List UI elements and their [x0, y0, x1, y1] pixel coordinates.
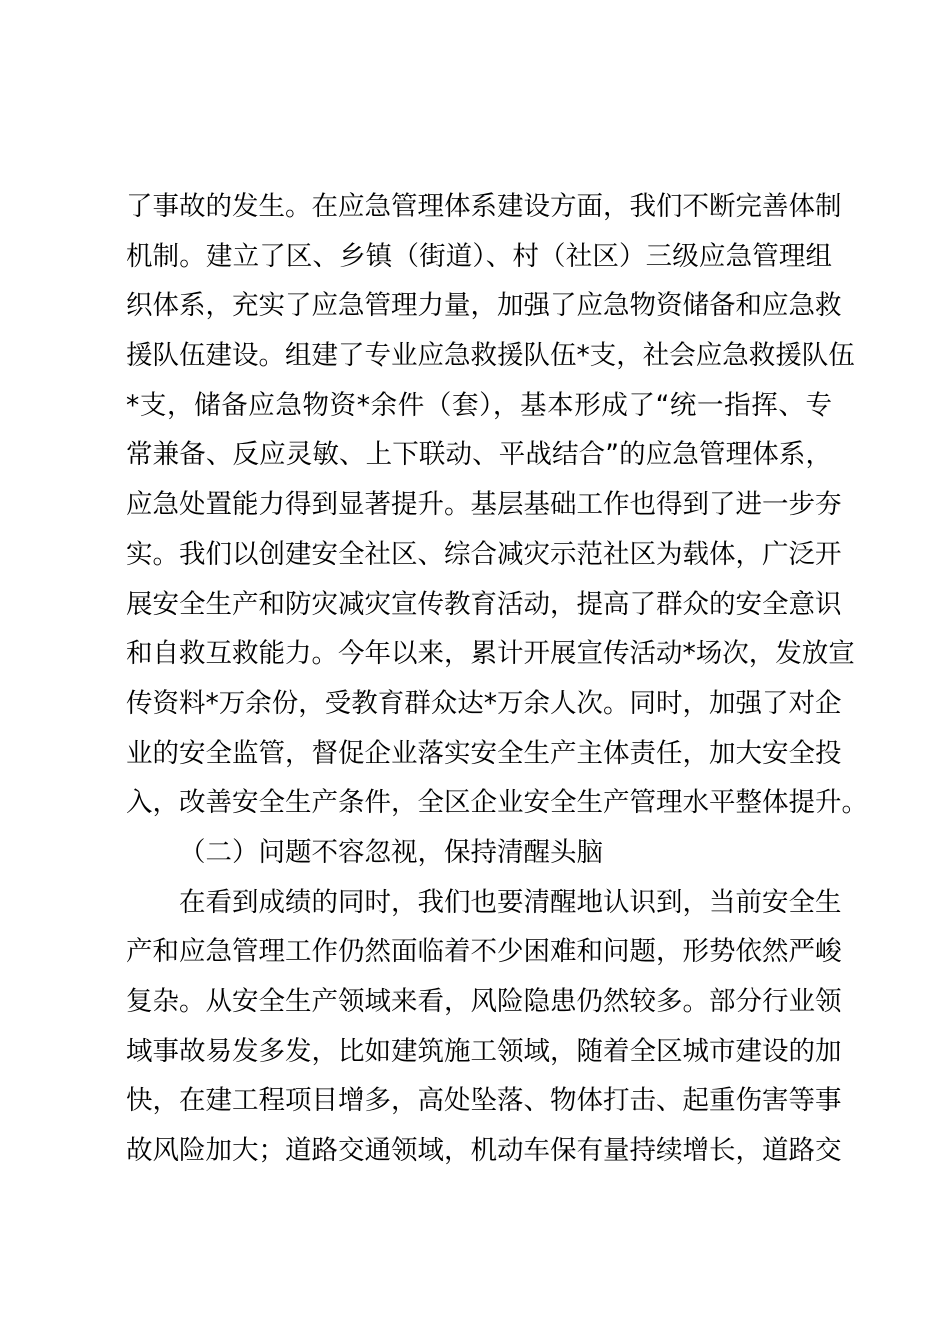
paragraph-line: 入，改善安全生产条件，全区企业安全生产管理水平整体提升。: [126, 787, 868, 819]
document-body: [126, 182, 868, 1176]
paragraph-line: 援队伍建设。组建了专业应急救援队伍*支，社会应急救援队伍: [126, 340, 855, 372]
paragraph-line: 织体系，充实了应急管理力量，加强了应急物资储备和应急救: [126, 290, 842, 322]
paragraph-line: 展安全生产和防灾减灾宣传教育活动，提高了群众的安全意识: [126, 588, 842, 620]
paragraph-line: 产和应急管理工作仍然面临着不少困难和问题，形势依然严峻: [126, 936, 842, 968]
paragraph-line: 和自救互救能力。今年以来，累计开展宣传活动*场次，发放宣: [126, 638, 855, 670]
paragraph-line: 实。我们以创建安全社区、综合减灾示范社区为载体，广泛开: [126, 538, 842, 570]
paragraph-line: 域事故易发多发，比如建筑施工领域，随着全区城市建设的加: [126, 1035, 842, 1067]
paragraph-line: 复杂。从安全生产领域来看，风险隐患仍然较多。部分行业领: [126, 986, 842, 1017]
paragraph-line: 故风险加大；道路交通领域，机动车保有量持续增长，道路交: [126, 1135, 842, 1167]
paragraph-line: 快，在建工程项目增多，高处坠落、物体打击、起重伤害等事: [126, 1085, 842, 1117]
paragraph-line: 常兼备、反应灵敏、上下联动、平战结合”的应急管理体系，: [126, 439, 832, 471]
paragraph-line: 业的安全监管，督促企业落实安全生产主体责任，加大安全投: [126, 737, 842, 769]
paragraph-line: 在看到成绩的同时，我们也要清醒地认识到，当前安全生: [179, 886, 842, 918]
paragraph-line: 应急处置能力得到显著提升。基层基础工作也得到了进一步夯: [126, 489, 842, 521]
paragraph-line: 机制。建立了区、乡镇（街道）、村（社区）三级应急管理组: [126, 240, 832, 272]
paragraph-line: 了事故的发生。在应急管理体系建设方面，我们不断完善体制: [126, 191, 842, 222]
paragraph-line: 传资料*万余份，受教育群众达*万余人次。同时，加强了对企: [126, 687, 842, 719]
paragraph-line: *支，储备应急物资*余件（套），基本形成了“统一指挥、专: [126, 389, 832, 421]
section-heading: （二）问题不容忽视，保持清醒头脑: [179, 836, 603, 868]
